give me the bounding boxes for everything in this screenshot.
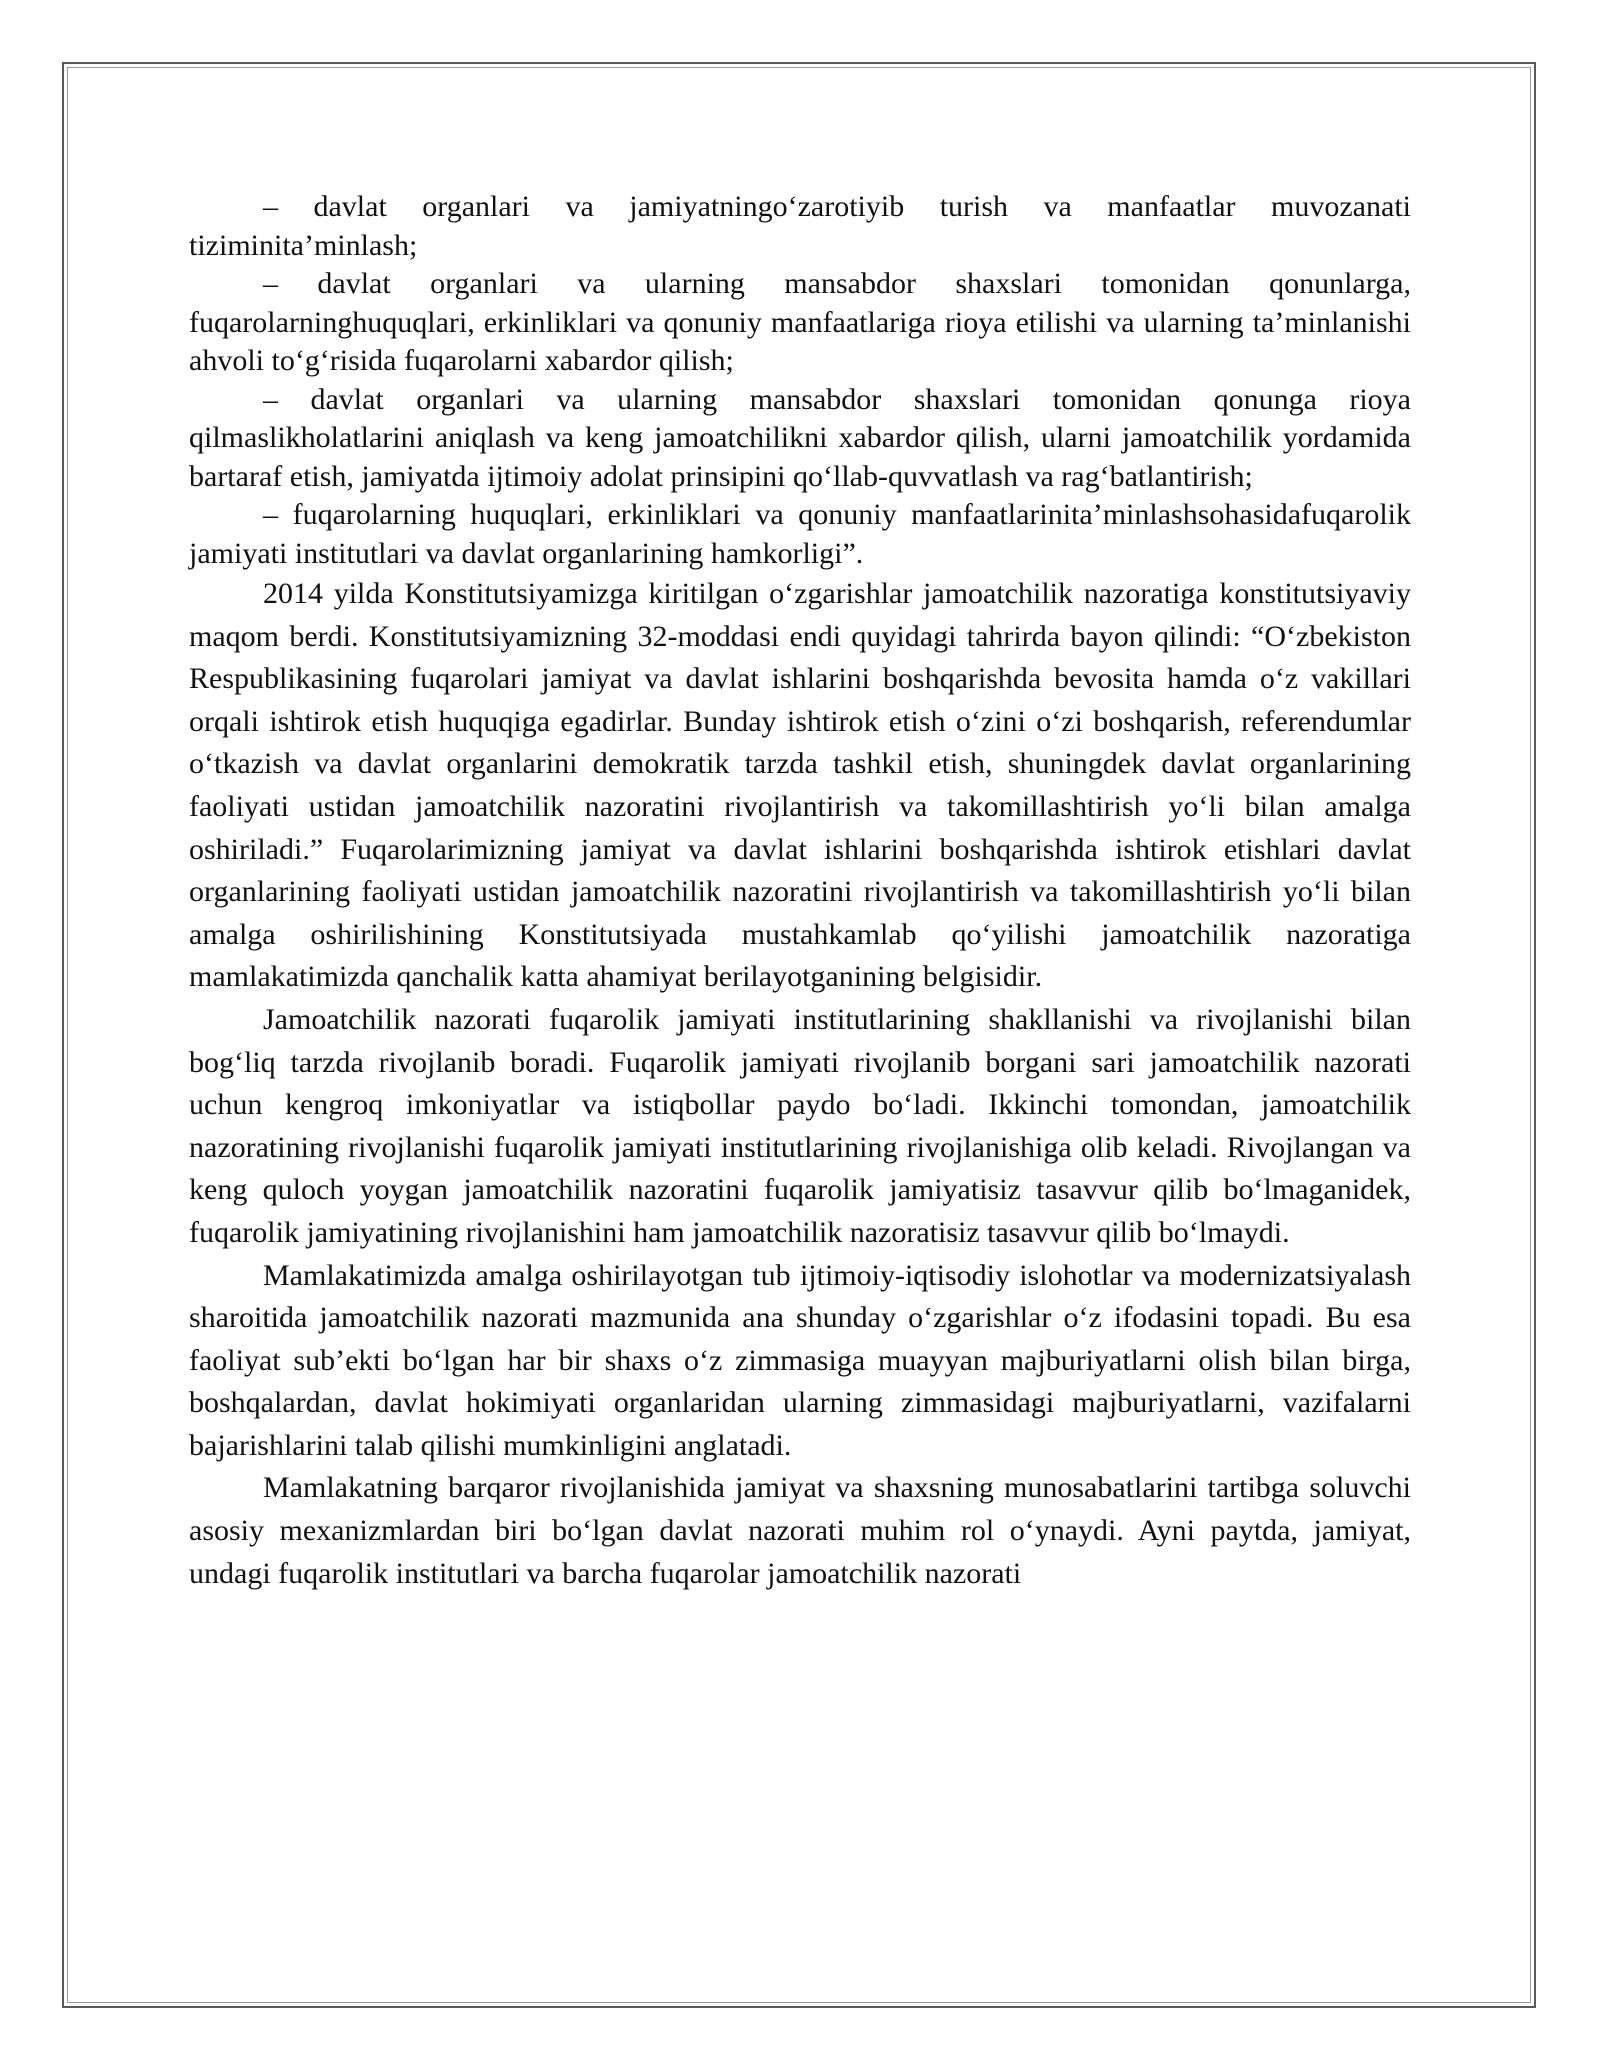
prose-section: [189, 573, 1411, 1595]
paragraph-constitution-amendment: 2014 yilda Konstitutsiyamizga kiritilgan o‘zgarishlar jamoatchilik nazoratiga konstitutsiyaviy maqom berdi. Konstitutsiyamizning 32-moddasi endi quyidagi tahrirda bayon qilindi: “O‘zbekiston Respublikasining fuqarolari jamiyat va davlat ishlarini boshqarishda bevosita hamda o‘z vakillari orqali ishtirok etish huquqiga egadirlar. Bunday ishtirok etish o‘zini o‘zi boshqarish, referendumlar o‘tkazish va davlat organlarini demokratik tarzda tashkil etish, shuningdek davlat organlarining faoliyati ustidan jamoatchilik nazoratini rivojlantirish va takomillashtirish yo‘li bilan amalga oshiriladi.” Fuqarolarimizning jamiyat va davlat ishlarini boshqarishda ishtirok etishlari davlat organlarining faoliyati ustidan jamoatchilik nazoratini rivojlantirish va takomillashtirish yo‘li bilan amalga oshirilishining Konstitutsiyada mustahkamlab qo‘yilishi jamoatchilik nazoratiga mamlakatimizda qanchalik katta ahamiyat berilayotganining belgisidir.: [189, 577, 1411, 994]
paragraph-reforms: Mamlakatimizda amalga oshirilayotgan tub ijtimoiy-iqtisodiy islohotlar va modernizatsiyalash sharoitida jamoatchilik nazorati mazmunida ana shunday o‘zgarishlar o‘z ifodasini topadi. Bu esa faoliyat sub’ekti bo‘lgan har bir shaxs o‘z zimmasiga muayyan majburiyatlarni olish bilan birga, boshqalardan, davlat hokimiyati organlaridan ularning zimmasidagi majburiyatlarni, vazifalarni bajarishlarini talab qilishi mumkinligini anglatadi.: [189, 1258, 1411, 1462]
list-item: – fuqarolarning huquqlari, erkinliklari va qonuniy manfaatlarinita’minlashsohasidafuqarolik jamiyati institutlari va davlat organlarining hamkorligi”.: [189, 498, 1411, 570]
list-item: – davlat organlari va ularning mansabdor shaxslari tomonidan qonunga rioya qilmaslikholatlarini aniqlash va keng jamoatchilikni xabardor qilish, ularni jamoatchilik yordamida bartaraf etish, jamiyatda ijtimoiy adolat prinsipini qo‘llab-quvvatlash va rag‘batlantirish;: [189, 382, 1411, 493]
list-item: – davlat organlari va ularning mansabdor shaxslari tomonidan qonunlarga, fuqarolarninghuquqlari, erkinliklari va qonuniy manfaatlariga rioya etilishi va ularning ta’minlanishi ahvoli to‘g‘risida fuqarolarni xabardor qilish;: [189, 267, 1411, 377]
list-item: – davlat organlari va jamiyatningo‘zarotiyib turish va manfaatlar muvozanati tiziminita’minlash;: [189, 190, 1411, 262]
paragraph-civil-society: Jamoatchilik nazorati fuqarolik jamiyati institutlarining shakllanishi va rivojlanishi bilan bog‘liq tarzda rivojlanib boradi. Fuqarolik jamiyati rivojlanib borgani sari jamoatchilik nazorati uchun kengroq imkoniyatlar va istiqbollar paydo bo‘ladi. Ikkinchi tomondan, jamoatchilik nazoratining rivojlanishi fuqarolik jamiyati institutlarining rivojlanishiga olib keladi. Rivojlangan va keng quloch yoygan jamoatchilik nazoratini fuqarolik jamiyatisiz tasavvur qilib bo‘lmaganidek, fuqarolik jamiyatining rivojlanishini ham jamoatchilik nazoratisiz tasavvur qilib bo‘lmaydi.: [189, 1002, 1411, 1249]
paragraph-state-control: Mamlakatning barqaror rivojlanishida jamiyat va shaxsning munosabatlarini tartibga soluvchi asosiy mexanizmlardan biri bo‘lgan davlat nazorati muhim rol o‘ynaydi. Ayni paytda, jamiyat, undagi fuqarolik institutlari va barcha fuqarolar jamoatchilik nazorati: [189, 1471, 1411, 1590]
bullet-list: [189, 188, 1411, 573]
document-body: [189, 188, 1411, 1595]
